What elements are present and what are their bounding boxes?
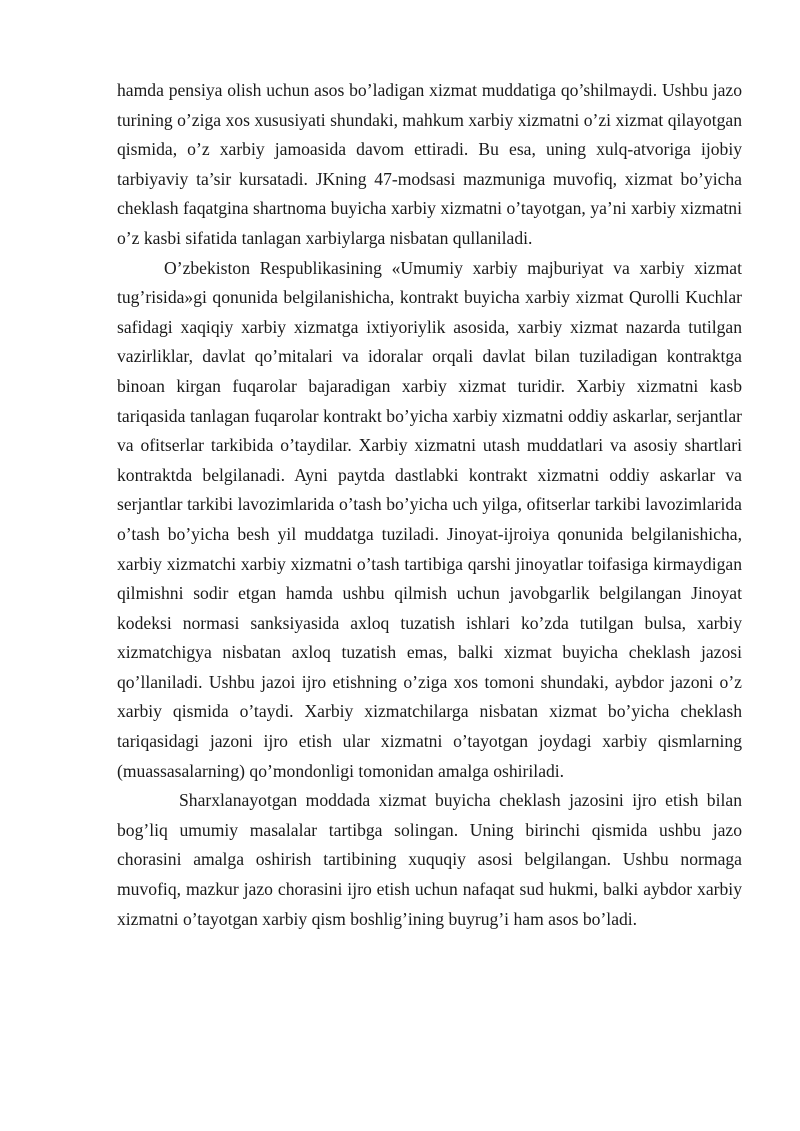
paragraph-2: O’zbekiston Respublikasining «Umumiy xarbiy majburiyat va xarbiy xizmat tug’risida»gi qonunida belgilanishicha, kontrakt buyicha xarbiy xizmat Qurolli Kuchlar safidagi xaqiqiy xarbiy xizmatga ixtiyoriylik asosida, xarbiy xizmat nazarda tutilgan vazirliklar, davlat qo’mitalari va idoralar orqali davlat bilan tuziladigan kontraktga binoan kirgan fuqarolar bajaradigan xarbiy xizmat turidir. Xarbiy xizmatni kasb tariqasida tanlagan fuqarolar kontrakt bo’yicha xarbiy xizmatni oddiy askarlar, serjantlar va ofitserlar tarkibida o’taydilar. Xarbiy xizmatni utash muddatlari va asosiy shartlari kontraktda belgilanadi. Ayni paytda dastlabki kontrakt xizmatni oddiy askarlar va serjantlar tarkibi lavozimlarida o’tash bo’yicha uch yilga, ofitserlar tarkibi lavozimlarida o’tash bo’yicha besh yil muddatga tuziladi. Jinoyat-ijroiya qonunida belgilanishicha, xarbiy xizmatchi xarbiy xizmatni o’tash tartibiga qarshi jinoyatlar toifasiga kirmaydigan qilmishni sodir etgan hamda ushbu qilmish uchun javobgarlik belgilangan Jinoyat kodeksi normasi sanksiyasida axloq tuzatish ishlari ko’zda tutilgan bulsa, xarbiy xizmatchigya nisbatan axloq tuzatish emas, balki xizmat buyicha cheklash jazosi qo’llaniladi. Ushbu jazoi ijro etishning o’ziga xos tomoni shundaki, aybdor jazoni o’z xarbiy qismida o’taydi. Xarbiy xizmatchilarga nisbatan xizmat bo’yicha cheklash tariqasidagi jazoni ijro etish ular xizmatni o’tayotgan joydagi xarbiy qismlarning (muassasalarning) qo’mondonligi tomonidan amalga oshiriladi. [117, 257, 742, 781]
paragraph-1: hamda pensiya olish uchun asos bo’ladigan xizmat muddatiga qo’shilmaydi. Ushbu jazo turining o’ziga xos xususiyati shundaki, mahkum xarbiy xizmatni o’zi xizmat qilayotgan qismida, o’z xarbiy jamoasida davom ettiradi. Bu esa, uning xulq-atvoriga ijobiy tarbiyaviy ta’sir kursatadi. JKning 47-modsasi mazmuniga muvofiq, xizmat bo’yicha cheklash faqatgina shartnoma buyicha xarbiy xizmatni o’tayotgan, ya’ni xarbiy xizmatni o’z kasbi sifatida tanlagan xarbiylarga nisbatan qullaniladi. [117, 80, 742, 248]
paragraph-3: Sharxlanayotgan moddada xizmat buyicha cheklash jazosini ijro etish bilan bog’liq umumiy masalalar tartibga solingan. Uning birinchi qismida ushbu jazo chorasini amalga oshirish tartibining xuquqiy asosi belgilangan. Ushbu normaga muvofiq, mazkur jazo chorasini ijro etish uchun nafaqat sud hukmi, balki aybdor xarbiy xizmatni o’tayotgan xarbiy qism boshlig’ining buyrug’i ham asos bo’ladi. [117, 790, 742, 929]
document-page [117, 76, 742, 934]
